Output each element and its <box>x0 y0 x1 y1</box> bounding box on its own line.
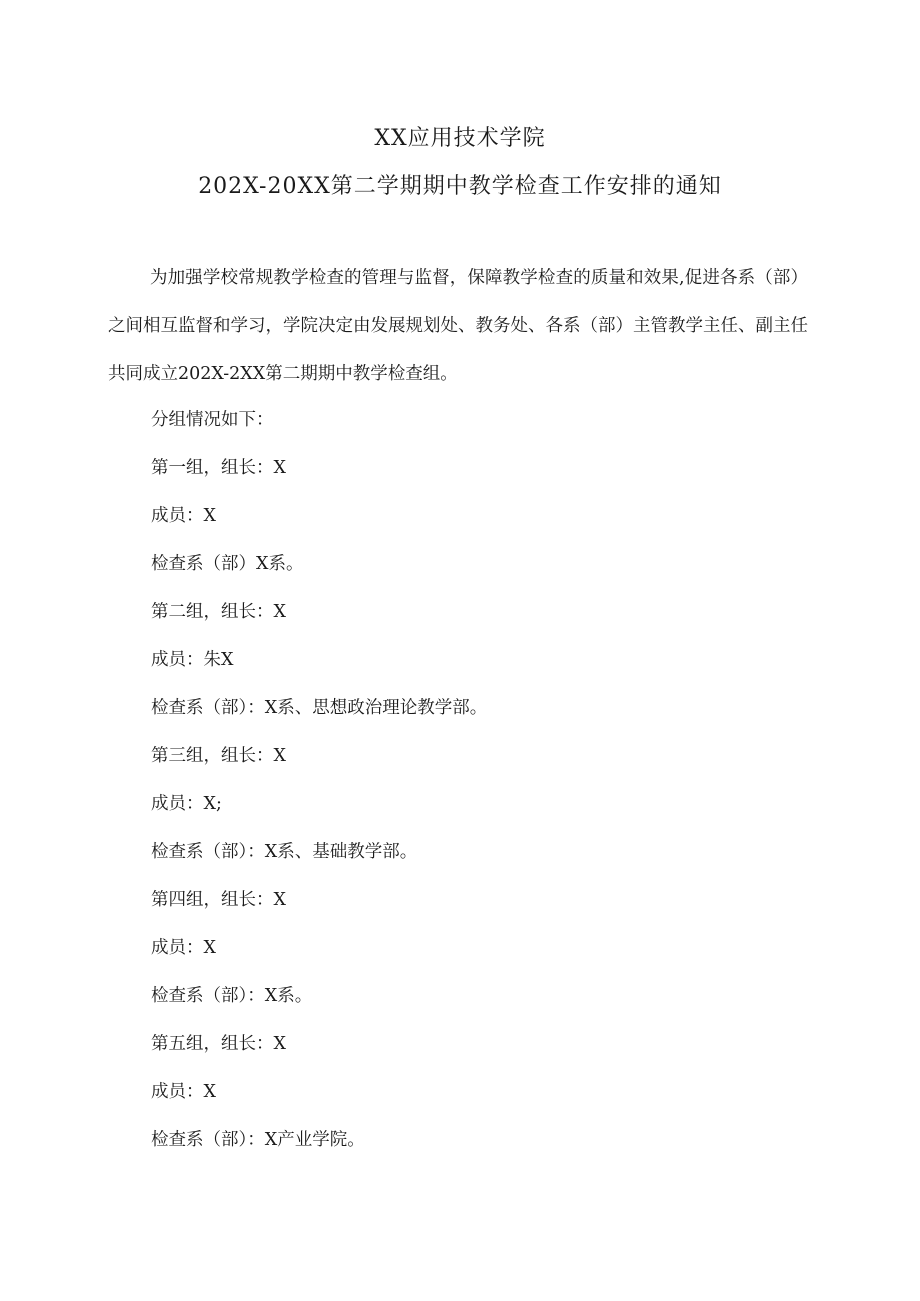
document-title-institution: XX应用技术学院 <box>374 126 546 151</box>
group-4-members: 成员：X <box>151 938 216 958</box>
group-2-leader: 第二组，组长：X <box>151 602 286 622</box>
group-5-leader: 第五组，组长：X <box>151 1034 286 1054</box>
group-3-members: 成员：X; <box>151 794 222 814</box>
intro-paragraph: 为加强学校常规教学检查的管理与监督，保障教学检查的质量和效果,促进各系（部）之间相互监督和学习，学院决定由发展规划处、教务处、各系（部）主管教学主任、副主任共同成立202X-2XX第二期期中教学检查组。 <box>108 268 808 384</box>
group-1-departments: 检查系（部）X系。 <box>151 554 304 574</box>
group-5-departments: 检查系（部）：X产业学院。 <box>151 1130 365 1150</box>
document-title-notice: 202X-20XX第二学期期中教学检查工作安排的通知 <box>198 174 722 199</box>
group-4-departments: 检查系（部）：X系。 <box>151 986 313 1006</box>
group-1-leader: 第一组，组长：X <box>151 458 286 478</box>
group-2-members: 成员：朱X <box>151 650 234 670</box>
grouping-heading: 分组情况如下： <box>151 410 274 430</box>
group-4-leader: 第四组，组长：X <box>151 890 286 910</box>
group-3-departments: 检查系（部）：X系、基础教学部。 <box>151 842 418 862</box>
group-1-members: 成员：X <box>151 506 216 526</box>
group-5-members: 成员：X <box>151 1082 216 1102</box>
group-2-departments: 检查系（部）：X系、思想政治理论教学部。 <box>151 698 488 718</box>
group-3-leader: 第三组，组长：X <box>151 746 286 766</box>
